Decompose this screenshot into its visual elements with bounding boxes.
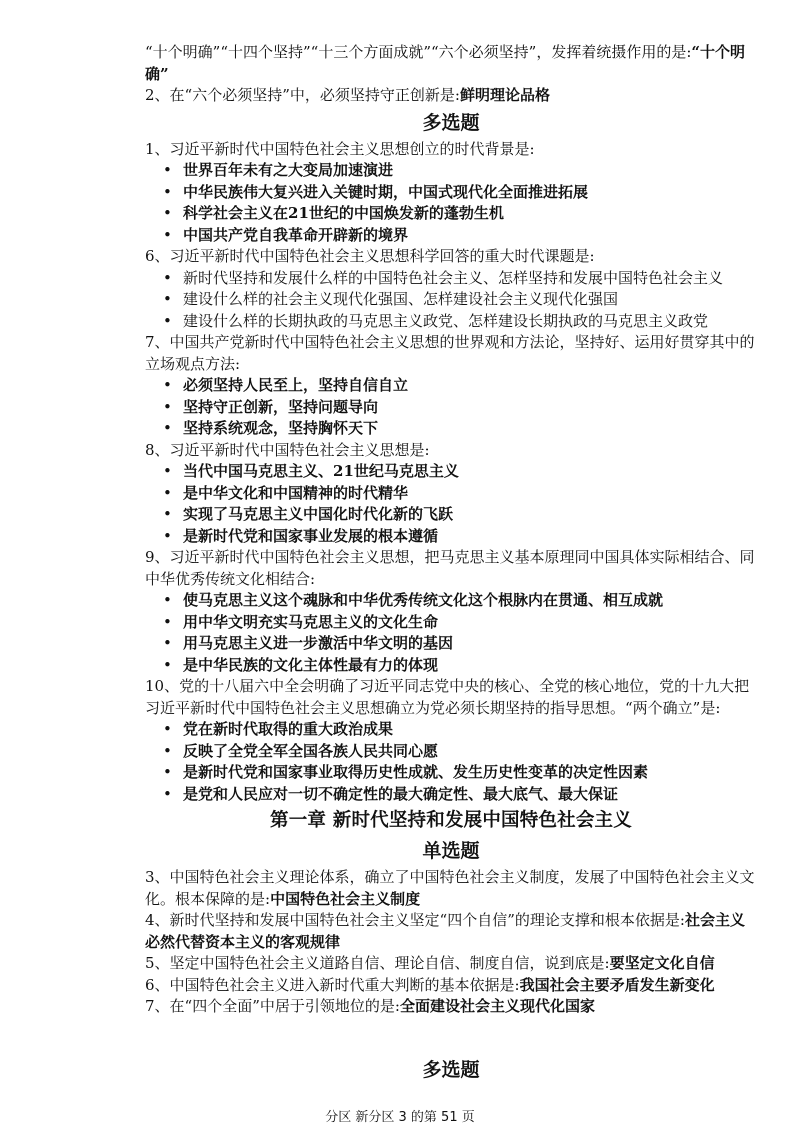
option-item: • 是新时代党和国家事业发展的根本遵循 — [163, 526, 757, 548]
section-heading-multi-choice: 多选题 — [422, 1058, 480, 1081]
option-list — [145, 719, 757, 805]
bullet-icon: • — [163, 526, 172, 545]
option-item: • 是党和人民应对一切不确定性的最大确定性、最大底气、最大保证 — [163, 784, 757, 806]
question-stem: 10、党的十八届六中全会明确了习近平同志党中央的核心、全党的核心地位，党的十九大把习近平新时代中国特色社会主义思想确立为党必须长期坚持的指导思想。“两个确立”是: — [145, 677, 750, 717]
question-3 — [145, 867, 757, 910]
document-content — [145, 42, 757, 1086]
option-item: • 用马克思主义进一步激活中华文明的基因 — [163, 633, 757, 655]
question-stem: 1、习近平新时代中国特色社会主义思想创立的时代背景是: — [145, 139, 535, 158]
question-6 — [145, 975, 757, 997]
option-item: • 必须坚持人民至上，坚持自信自立 — [163, 375, 757, 397]
bullet-icon: • — [163, 462, 172, 480]
option-item: • 用中华文明充实马克思主义的文化生命 — [163, 612, 757, 634]
section-heading-single-choice: 单选题 — [422, 840, 480, 862]
option-list — [145, 375, 757, 440]
question-text: 4、新时代坚持和发展中国特色社会主义坚定“四个自信”的理论支撑和根本依据是: — [145, 911, 685, 929]
bullet-icon: • — [163, 483, 172, 502]
bullet-icon: • — [163, 225, 172, 244]
answer-text: 鲜明理论品格 — [459, 86, 550, 104]
bullet-icon: • — [163, 311, 172, 330]
question-7 — [145, 996, 757, 1018]
question-text: 7、在“四个全面”中居于引领地位的是: — [145, 997, 400, 1015]
question-4 — [145, 910, 757, 953]
option-list — [145, 268, 757, 333]
answer-text: 中国特色社会主义制度 — [270, 889, 421, 908]
question-text: 3、中国特色社会主义理论体系，确立了中国特色社会主义制度，发展了中国特色社会主义文化。根本保障的是: — [145, 868, 755, 908]
bullet-icon: • — [163, 720, 172, 738]
answer-text: 全面建设社会主义现代化国家 — [399, 997, 595, 1015]
option-item: • 是新时代党和国家事业取得历史性成就、发生历史性变革的决定性因素 — [163, 762, 757, 784]
option-item: • 建设什么样的长期执政的马克思主义政党、怎样建设长期执政的马克思主义政党 — [163, 311, 757, 333]
question-stem: 9、习近平新时代中国特色社会主义思想，把马克思主义基本原理同中国具体实际相结合、同中华优秀传统文化相结合: — [145, 548, 755, 588]
section-heading-multi-choice: 多选题 — [422, 111, 480, 134]
answer-text: “十个明确” — [145, 43, 746, 83]
option-item: • 反映了全党全军全国各族人民共同心愿 — [163, 741, 757, 763]
bullet-icon: • — [163, 763, 172, 781]
question-stem: 6、习近平新时代中国特色社会主义思想科学回答的重大时代课题是: — [145, 247, 595, 265]
option-list — [145, 590, 757, 676]
option-item: • 当代中国马克思主义、21世纪马克思主义 — [163, 461, 757, 483]
question-2 — [145, 85, 757, 107]
bullet-icon: • — [163, 419, 172, 437]
question-text: “十个明确”“十四个坚持”“十三个方面成就”“六个必须坚持”，发挥着统摄作用的是: — [145, 43, 692, 61]
answer-text: 要坚定文化自信 — [609, 954, 715, 972]
question-continuation — [145, 42, 757, 85]
option-item: • 党在新时代取得的重大政治成果 — [163, 719, 757, 741]
option-item: • 中国共产党自我革命开辟新的境界 — [163, 225, 757, 247]
bullet-icon: • — [163, 612, 172, 631]
question-5 — [145, 953, 757, 975]
bullet-icon: • — [163, 741, 172, 760]
bullet-icon: • — [163, 397, 172, 416]
bullet-icon: • — [163, 204, 172, 222]
option-item: • 实现了马克思主义中国化时代化新的飞跃 — [163, 504, 757, 526]
option-list — [145, 461, 757, 547]
spacer — [145, 1018, 757, 1054]
option-item: • 是中华民族的文化主体性最有力的体现 — [163, 655, 757, 677]
option-item: • 是中华文化和中国精神的时代精华 — [163, 483, 757, 505]
page-footer: 分区 新分区 3 的第 51 页 — [325, 1110, 475, 1125]
question-text: 2、在“六个必须坚持”中，必须坚持守正创新是: — [145, 86, 460, 104]
answer-text: 社会主义必然代替资本主义的客观规律 — [145, 911, 745, 951]
question-stem: 8、习近平新时代中国特色社会主义思想是: — [145, 440, 430, 459]
option-item: • 使马克思主义这个魂脉和中华优秀传统文化这个根脉内在贯通、相互成就 — [163, 590, 757, 612]
chapter-heading: 第一章 新时代坚持和发展中国特色社会主义 — [270, 810, 632, 831]
bullet-icon: • — [163, 161, 172, 179]
option-item: • 中华民族伟大复兴进入关键时期，中国式现代化全面推进拓展 — [163, 182, 757, 204]
bullet-icon: • — [163, 505, 172, 523]
question-text: 5、坚定中国特色社会主义道路自信、理论自信、制度自信，说到底是: — [145, 954, 610, 972]
bullet-icon: • — [163, 634, 172, 652]
option-item: • 坚持守正创新，坚持问题导向 — [163, 397, 757, 419]
option-item: • 建设什么样的社会主义现代化强国、怎样建设社会主义现代化强国 — [163, 289, 757, 311]
bullet-icon: • — [163, 290, 172, 308]
option-item: • 科学社会主义在21世纪的中国焕发新的蓬勃生机 — [163, 203, 757, 225]
bullet-icon: • — [163, 376, 172, 394]
option-item: • 新时代坚持和发展什么样的中国特色社会主义、怎样坚持和发展中国特色社会主义 — [163, 268, 757, 290]
option-list — [145, 160, 757, 246]
option-item: • 坚持系统观念，坚持胸怀天下 — [163, 418, 757, 440]
question-text: 6、中国特色社会主义进入新时代重大判断的基本依据是: — [145, 975, 520, 994]
answer-text: 我国社会主要矛盾发生新变化 — [519, 975, 715, 994]
question-stem: 7、中国共产党新时代中国特色社会主义思想的世界观和方法论，坚持好、运用好贯穿其中的立场观点方法: — [145, 333, 755, 373]
bullet-icon: • — [163, 784, 172, 803]
bullet-icon: • — [163, 591, 172, 609]
bullet-icon: • — [163, 268, 172, 287]
option-item: • 世界百年未有之大变局加速演进 — [163, 160, 757, 182]
bullet-icon: • — [163, 655, 172, 674]
bullet-icon: • — [163, 182, 172, 201]
